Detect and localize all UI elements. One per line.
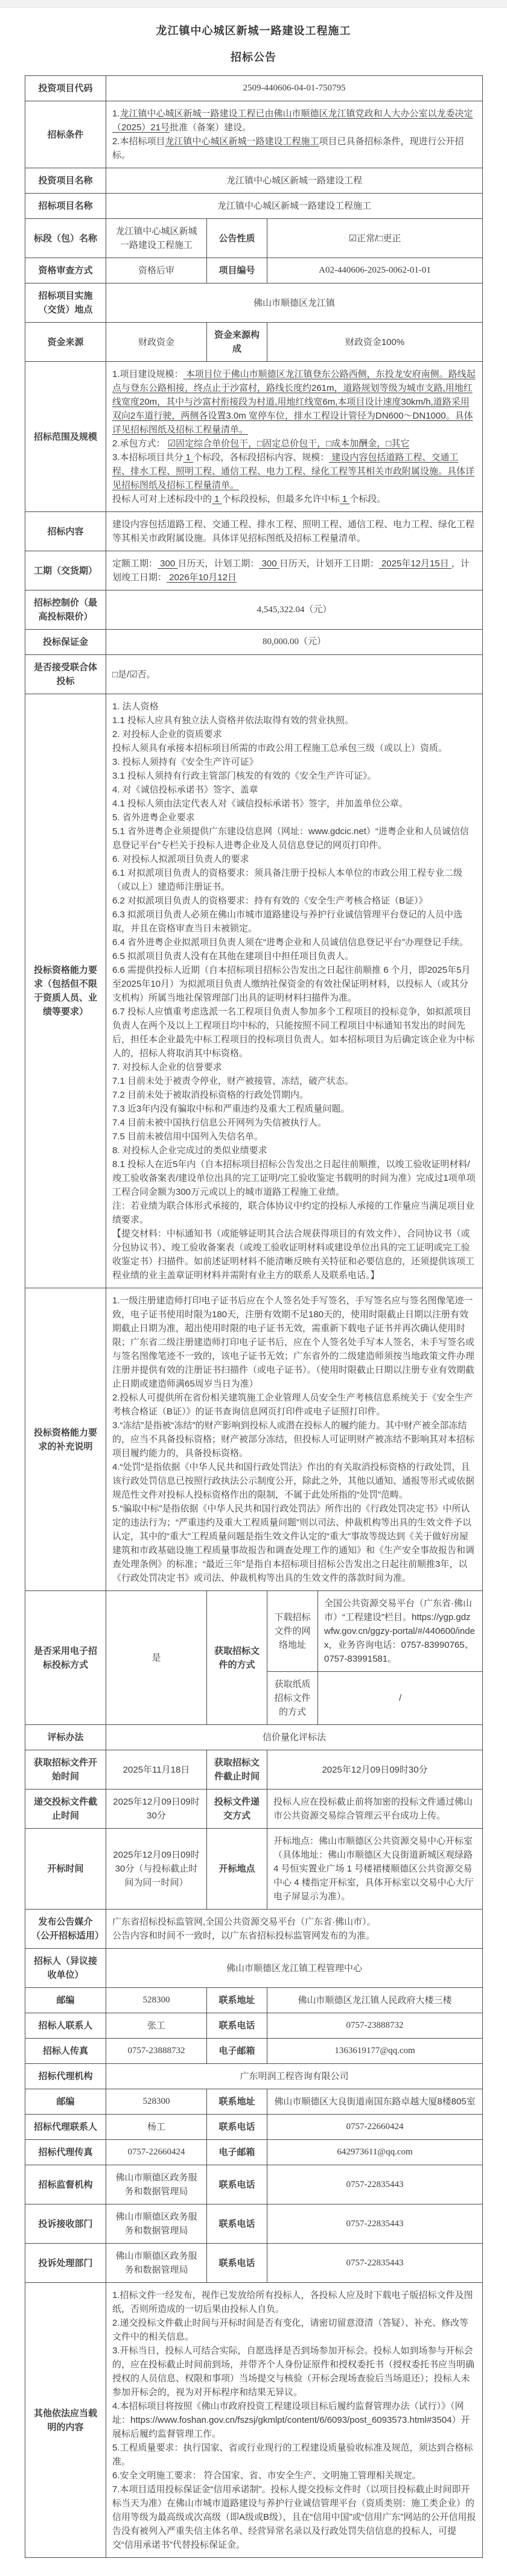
row-delivery-location bbox=[25, 283, 483, 323]
label-complaint-receiving-phone: 联系电话 bbox=[207, 2204, 267, 2244]
label-agency-email: 电子邮箱 bbox=[207, 2140, 267, 2165]
row-agency-postal bbox=[25, 2089, 483, 2115]
row-control-price bbox=[25, 590, 483, 630]
label-evaluation-method: 评标办法 bbox=[25, 1725, 106, 1750]
label-complaint-handling-phone: 联系电话 bbox=[207, 2244, 267, 2283]
value-other-contents: 1.招标文件一经发布，视作已发放给所有投标人，各投标人应及时下载电子版招标文件及图纸，否则所造成的一切后果由投标人自负。 2.递交投标文件截止时间与开标时间是否有变化，请密切留意澄清（答疑）、补充、修改等文件中的相关信息。 3.开标当日，投标人可结合实际，自愿选择是否到场参加开标会。投标人如到场参与开标会的，应在投标截止时间前到场，并带齐个人身份证原件和授权委托书（授权委托书应当明确授权的人员信息、权限和事项）当场提交与核验（开标会现场查验后当场退还）；投标人未参加开标会的，视为对开标程序和结果无异议。 4.本招标项目将按照《佛山市政府投资工程建设项目标后履约监督管理办法（试行）》（网址：https://www.foshan.gov.cn/fszsj/gkmlpt/content/6/6093/post_6093573.html#3504）开展标后履约监督管理工作。 5.工程质量要求：执行国家、省或行业现行的工程建设质量验收标准及规范，须达到合格标准。 6.安全文明施工要求： 符合国家、省、市安全生产、文明施工管理相关规定。 7.本项目适用投标保证金“信用承诺制”。投标人提交投标文件时（以项目投标截止时间即开标当天为准）在佛山市城市道路建设与养护行业诚信管理平台（资质类别：施工类企业）的信用等级为最高级或次高级（即A级或B级），且在“信用中国”或“信用广东”网站的公开信用报告没有被列入严重失信主体名单、经营异常名录以及行政处罚失信信息的投标人，可提交“信用承诺书”代替投标保证金。 bbox=[106, 2283, 483, 2558]
value-bid-opening-time: 2025年12月09日09时30分（与投标截止时间为同一时间） bbox=[106, 1829, 207, 1910]
row-doc-obtain-time bbox=[25, 1750, 483, 1790]
row-tenderer-postal bbox=[25, 1988, 483, 2013]
value-agency-contact: 杨工 bbox=[106, 2115, 207, 2140]
value-complaint-receiving-phone: 0757-22835443 bbox=[267, 2204, 483, 2244]
value-tenderer-address: 佛山市顺德区龙江镇人民政府大楼三楼 bbox=[267, 1988, 483, 2013]
row-qualification-mode bbox=[25, 258, 483, 283]
value-submission-deadline: 2025年12月09日09时30分 bbox=[106, 1790, 207, 1829]
page-title-line1: 龙江镇中心城区新城一路建设工程施工 bbox=[156, 25, 351, 37]
value-fund-composition: 财政资金100% bbox=[267, 323, 483, 362]
row-scope bbox=[25, 362, 483, 512]
label-agency-address: 联系地址 bbox=[207, 2089, 267, 2115]
value-doc-obtain-deadline: 2025年12月09日09时30分 bbox=[267, 1750, 483, 1790]
row-consortium bbox=[25, 655, 483, 694]
value-notice-nature: ☑正常/□更正 bbox=[267, 219, 483, 258]
label-doc-obtain-start: 获取招标文件开始时间 bbox=[25, 1750, 106, 1790]
row-tenderer-fax bbox=[25, 2039, 483, 2064]
label-section-name: 标段（包）名称 bbox=[25, 219, 106, 258]
value-agency-fax: 0757-22660424 bbox=[106, 2140, 207, 2165]
label-tender-content: 招标内容 bbox=[25, 512, 106, 551]
label-agency-fax: 招标代理传真 bbox=[25, 2140, 106, 2165]
label-fund-composition: 资金来源构成 bbox=[207, 323, 267, 362]
label-project-number: 项目编号 bbox=[207, 258, 267, 283]
value-consortium: □是/☑否。 bbox=[106, 655, 483, 694]
value-project-number: A02-440606-2025-0062-01-01 bbox=[267, 258, 483, 283]
row-tender-project-name bbox=[25, 194, 483, 219]
value-tenderer: 佛山市顺德区龙江镇工程管理中心 bbox=[106, 1949, 483, 1988]
row-qualification-supplement bbox=[25, 1288, 483, 1591]
value-doc-obtain-start: 2025年11月18日 bbox=[106, 1750, 207, 1790]
row-tenderer-contact bbox=[25, 2013, 483, 2039]
value-agency-postal: 528300 bbox=[106, 2089, 207, 2115]
label-agency-contact: 招标代理联系人 bbox=[25, 2115, 106, 2140]
label-doc-download-url: 下载招标文件的网络地址 bbox=[267, 1591, 318, 1672]
value-evaluation-method: 信价量化评标法 bbox=[106, 1725, 483, 1750]
value-submission-method: 投标人应在投标截止前将加密的投标文件通过佛山市公共资源交易综合管理云平台成功上传。 bbox=[267, 1790, 483, 1829]
label-doc-obtain-method: 获取招标文件的方式 bbox=[207, 1591, 267, 1725]
value-delivery-location: 佛山市顺德区龙江镇 bbox=[106, 283, 483, 323]
label-tenderer-fax: 招标人传真 bbox=[25, 2039, 106, 2064]
value-tenderer-email: 1363619177@qq.com bbox=[267, 2039, 483, 2064]
label-agency: 招标代理机构 bbox=[25, 2064, 106, 2089]
value-agency-email: 642973611@qq.com bbox=[267, 2140, 483, 2165]
value-agency: 广东明润工程咨询有限公司 bbox=[106, 2064, 483, 2089]
label-project-code: 投资项目代码 bbox=[25, 76, 106, 101]
label-announcement-media: 发布公告媒介（公开招标适用） bbox=[25, 1910, 106, 1949]
row-complaint-handling bbox=[25, 2244, 483, 2283]
row-fund-source bbox=[25, 323, 483, 362]
value-electronic-bidding: 是 bbox=[106, 1591, 207, 1725]
announcement-document bbox=[0, 8, 507, 2576]
label-tenderer-postal: 邮编 bbox=[25, 1988, 106, 2013]
page-title bbox=[25, 8, 482, 75]
label-bid-opening-time: 开标时间 bbox=[25, 1829, 106, 1910]
label-tenderer: 招标人（异议接收单位） bbox=[25, 1949, 106, 1988]
page-top-strip bbox=[0, 0, 507, 8]
value-tender-content: 建设内容包括道路工程、交通工程、排水工程、照明工程、通信工程、电力工程、绿化工程等其相关市政附属设施。具体详见招标图纸及招标工程量清单。 bbox=[106, 512, 483, 551]
row-invest-project-name bbox=[25, 168, 483, 194]
page-title-line2: 招标公告 bbox=[231, 51, 276, 63]
value-section-name: 龙江镇中心城区新城一路建设工程施工 bbox=[106, 219, 207, 258]
value-supervision-phone: 0757-22835443 bbox=[267, 2165, 483, 2204]
label-qualification-requirements: 投标资格能力要求（包括但不限于资质人员、业绩等要求） bbox=[25, 694, 106, 1288]
value-tenderer-fax: 0757-23888732 bbox=[106, 2039, 207, 2064]
value-tenderer-contact: 张工 bbox=[106, 2013, 207, 2039]
value-doc-download-url: 全国公共资源交易平台（广东省·佛山市）“工程建设”栏目。https://ygp.gdzwfw.gov.cn/ggzy-portal/#/440600/index，业务咨询电话：0757-83990765、0757-83991581。 bbox=[318, 1591, 483, 1672]
value-duration: 定额工期： 300 日历天，计划工期： 300 日历天，计划开工日期： 2025年12月15日 ，计划竣工日期： 2026年10月12日 bbox=[106, 551, 483, 590]
value-supervision: 佛山市顺德区政务服务和数据管理局 bbox=[106, 2165, 207, 2204]
value-project-code: 2509-440606-04-01-750795 bbox=[106, 76, 483, 101]
value-qualification-mode: 资格后审 bbox=[106, 258, 207, 283]
tender-announcement-table bbox=[25, 75, 483, 2558]
label-paper-doc-method: 获取纸质招标文件的方式 bbox=[267, 1672, 318, 1725]
label-tender-project-name: 招标项目名称 bbox=[25, 194, 106, 219]
label-qualification-mode: 资格审查方式 bbox=[25, 258, 106, 283]
row-section-name bbox=[25, 219, 483, 258]
label-complaint-handling: 投诉处理部门 bbox=[25, 2244, 106, 2283]
row-tender-content bbox=[25, 512, 483, 551]
label-supervision-phone: 联系电话 bbox=[207, 2165, 267, 2204]
label-fund-source: 资金来源 bbox=[25, 323, 106, 362]
value-tenderer-phone: 0757-23888732 bbox=[267, 2013, 483, 2039]
value-complaint-receiving: 佛山市顺德区政务服务和数据管理局 bbox=[106, 2204, 207, 2244]
label-duration: 工期（交货期） bbox=[25, 551, 106, 590]
row-project-code bbox=[25, 76, 483, 101]
label-submission-deadline: 递交投标文件截止时间 bbox=[25, 1790, 106, 1829]
label-bid-opening-place: 开标地点 bbox=[207, 1829, 267, 1910]
label-tenderer-phone: 联系电话 bbox=[207, 2013, 267, 2039]
label-notice-nature: 公告性质 bbox=[207, 219, 267, 258]
row-agency bbox=[25, 2064, 483, 2089]
value-complaint-handling: 佛山市顺德区政务服务和数据管理局 bbox=[106, 2244, 207, 2283]
value-fund-source: 财政资金 bbox=[106, 323, 207, 362]
label-scope: 招标范围及规模 bbox=[25, 362, 106, 512]
label-tenderer-contact: 招标人联系人 bbox=[25, 2013, 106, 2039]
label-tenderer-address: 联系地址 bbox=[207, 1988, 267, 2013]
value-scope: 1.项目建设规模： 本项目位于佛山市顺德区龙江镇登东公路西侧，东投龙安府南侧。路线起点与登东公路相接，终点止于沙富村，路线长度约261m，道路规划等级为城市支路,用地红线宽度20m，其中与沙富村衔接段为村道,用地红线宽6m,本项目设计速度30km/h,道路采用双向2车道行驶，两侧各设置3.0m 宽停车位，排水工程设计管径为DN600～DN1000。具体详见招标图纸及招标工程量清单。 2.承包方式： ☑固定综合单价包干，□固定总价包干，□成本加酬金，□其它 3.本招标项目共分 1 个标段，各标段招标内容、规模： 建设内容包括道路工程、交通工程、排水工程、照明工程、通信工程、电力工程、绿化工程等其相关市政附属设施。具体详见招标图纸及招标工程量清单。 投标人可对上述标段中的 1 个标段投标，但最多允许中标 1 个标段。 bbox=[106, 362, 483, 512]
label-tenderer-email: 电子邮箱 bbox=[207, 2039, 267, 2064]
row-qualification-requirements bbox=[25, 694, 483, 1288]
row-tender-conditions bbox=[25, 101, 483, 168]
row-complaint-receiving bbox=[25, 2204, 483, 2244]
label-supervision: 招标监督机构 bbox=[25, 2165, 106, 2204]
value-qualification-requirements: 1. 法人资格 1.1 投标人应具有独立法人资格并依法取得有效的营业执照。 2. 对投标人企业的资质要求 投标人须具有承接本招标项目所需的市政公用工程施工总承包三级（或以上）资质。 3. 投标人须持有《安全生产许可证》 3.1 投标人须持有行政主管部门核发的有效的《安全生产许可证》。 4. 对《诚信投标承诺书》签字、盖章 4.1 投标人须由法定代表人对《诚信投标承诺书》签字，并加盖单位公章。 5. 省外进粤企业要求 5.1 省外进粤企业须提供广东建设信息网（网址：www.gdcic.net）“进粤企业和人员诚信信息登记平台”专栏关于投标人进粤企业及人员信息登记的网页打印件。 6. 对投标人拟派项目负责人的要求 6.1 对拟派项目负责人的资格要求：须具备注册于投标人本单位的市政公用工程专业二级（或以上）建造师注册证书。 6.2 对拟派项目负责人的资格要求：持有有效的《安全生产考核合格证（B证）》 6.3 拟派项目负责人必须在佛山市城市道路建设与养护行业诚信管理平台登记的人员中选取，并且在资格审查当日未被锁定。 6.4 省外进粤企业拟派项目负责人须在“进粤企业和人员诚信信息登记平台”办理登记手续。 6.5 拟派项目负责人没有在其他在建项目中担任项目负责人。 6.6 需提供投标人近期（自本招标项目招标公告发出之日起往前顺推 6 个月，即2025年5月至2025年10月）为拟派项目负责人缴纳社保资金的有效社保证明材料，以投标人（或其分支机构）所属当地社保管理部门出具的证明材料扫描件为准。 6.7 投标人应慎重考虑选派一名工程项目负责人参加多个工程项目的投标竞争，如拟派项目负责人在两个及以上工程项目均中标的，只能按照不同工程项目中标通知书发出的时间先后，担任本企业最先中标工程项目的投标项目负责人。如本招标项目为后确定该企业为中标人的，招标人将取消其中标资格。 7. 对投标人企业的信誉要求 7.1 目前未处于被责令停业，财产被接管、冻结，破产状态。 7.2 目前未处于被取消投标资格的行政处罚期内。 7.3 近3年内没有骗取中标和严重违约及重大工程质量问题。 7.4 目前未被中国执行信息公开网列为失信被执行人。 7.5 目前未被信用中国列入失信名单。 8. 对投标人企业完成过的类似业绩要求 8.1 投标人在近5年内（自本招标项目招标公告发出之日起往前顺推，以竣工验收证明材料/竣工验收备案表/建设单位出具的完工证明/完工验收鉴定书载明的时间为准）完成过1项单项工程合同金额为300万元或以上的城市道路工程施工业绩。 注：若业绩为联合体形式承接的，联合体协议中约定的投标人承接的工作量应当满足项目业绩要求。 【提交材料：中标通知书（或能够证明其合法合规获得项目的有效文件）、合同协议书（或分包协议书）、竣工验收备案表（或竣工验收证明材料或建设单位出具的完工证明或完工验收鉴定书）扫描件。如前述证明材料不能清晰反映有关特征和必要信息的，还须提供该项工程业绩的业主盖章证明材料并需附有业主方的联系人及联系电话。】 bbox=[106, 694, 483, 1288]
value-control-price: 4,545,322.04（元） bbox=[106, 590, 483, 630]
row-tenderer bbox=[25, 1949, 483, 1988]
label-qualification-supplement: 投标资格能力要求的补充说明 bbox=[25, 1288, 106, 1591]
row-submission bbox=[25, 1790, 483, 1829]
value-complaint-handling-phone: 0757-22835443 bbox=[267, 2244, 483, 2283]
value-agency-phone: 0757-22660424 bbox=[267, 2115, 483, 2140]
row-electronic-bidding bbox=[25, 1591, 483, 1672]
label-control-price: 招标控制价（最高投标限价） bbox=[25, 590, 106, 630]
label-agency-postal: 邮编 bbox=[25, 2089, 106, 2115]
label-bid-bond: 投标保证金 bbox=[25, 630, 106, 655]
label-complaint-receiving: 投诉接收部门 bbox=[25, 2204, 106, 2244]
value-agency-address: 佛山市顺德区大良街道南国东路卓越大厦8楼805室 bbox=[267, 2089, 483, 2115]
label-consortium: 是否接受联合体投标 bbox=[25, 655, 106, 694]
label-submission-method: 投标文件递交方式 bbox=[207, 1790, 267, 1829]
row-supervision bbox=[25, 2165, 483, 2204]
label-delivery-location: 招标项目实施（交货）地点 bbox=[25, 283, 106, 323]
label-doc-obtain-deadline: 获取招标文件截止时间 bbox=[207, 1750, 267, 1790]
value-paper-doc-method: / bbox=[318, 1672, 483, 1725]
row-announcement-media bbox=[25, 1910, 483, 1949]
row-agency-fax bbox=[25, 2140, 483, 2165]
value-tender-conditions: 1.龙江镇中心城区新城一路建设工程已由佛山市顺德区龙江镇党政和人大办公室以龙委决定（2025）21号批准（备案）建设。 2.本招标项目龙江镇中心城区新城一路建设工程施工项目已具备招标条件，现进行公开招标。 bbox=[106, 101, 483, 168]
value-announcement-media: 广东省招标投标监管网,全国公共资源交易平台（广东省·佛山市）。 公告内容和时间不一致时，以广东省招标投标监管网发布的为准。 bbox=[106, 1910, 483, 1949]
label-other-contents: 其他依法应当载明的内容 bbox=[25, 2283, 106, 2558]
value-tenderer-postal: 528300 bbox=[106, 1988, 207, 2013]
row-duration bbox=[25, 551, 483, 590]
value-invest-project-name: 龙江镇中心城区新城一路建设工程 bbox=[106, 168, 483, 194]
row-bid-bond bbox=[25, 630, 483, 655]
label-electronic-bidding: 是否采用电子招标投标方式 bbox=[25, 1591, 106, 1725]
value-tender-project-name: 龙江镇中心城区新城一路建设工程施工 bbox=[106, 194, 483, 219]
label-invest-project-name: 投资项目名称 bbox=[25, 168, 106, 194]
value-bid-opening-place: 开标地点：佛山市顺德区公共资源交易中心开标室（具体地址：佛山市顺德区大良街道新城区观绿路 4 号恒实置业广场 1 号楼裙楼顺德区公共资源交易中心 4 楼指定开标室，具体开标室以交易中心大厅电子屏显示为准）。 bbox=[267, 1829, 483, 1910]
value-bid-bond: 80,000.00（元） bbox=[106, 630, 483, 655]
row-bid-opening bbox=[25, 1829, 483, 1910]
value-qualification-supplement: 1.一级注册建造师打印电子证书后应在个人签名处手写签名，手写签名应与签名图像笔迹一致，电子证书使用时限为180天，注册有效期不足180天的，使用时限截止日期以注册有效期截止日期为准，超出使用时限的电子证书无效，需重新下载电子证书并再次确认使用时限；广东省二级注册建造师打印电子证书后，应在个人签名处手写本人签名，未手写签名或与签名图像笔迹不一致的，该电子证书无效；广东省外的二级建造师须按当地政策文件办理注册并提供有效的注册证书扫描件（或电子证书）。（使用时限截止日期以注册专业有效期截止日期或建造师满65周岁当日为准） 2.投标人可提供所在省份相关建筑施工企业管理人员安全生产考核信息系统关于《安全生产考核合格证（B证）》的证书查询信息网页打印件或电子证照打印件。 3.“冻结”是指被“冻结”的财产影响到投标人或潜在投标人的履约能力。其中财产被全部冻结的，应当不具备投标资格；财产被部分冻结，但投标人可证明财产被冻结不影响其对本招标项目履约能力的，具备投标资格。 4.“处罚”是指依据《中华人民共和国行政处罚法》作出的有关取消投标资格的行政处罚，且该行政处罚信息已按照行政执法公示制度公开，除此之外，其他以通知、通报等形式或依据规范性文件对投标人投标资格作出的限制，不属于此处所指的“处罚”范畴。 5.“骗取中标”是指依据《中华人民共和国行政处罚法》所作出的《行政处罚决定书》中所认定的违法行为；“严重违约及重大工程质量问题”则以司法、仲裁机构等出具的生效文件予以认定，其中的“重大”工程质量问题是指生效文件认定的“重大”事故等级达到《关于做好房屋建筑和市政基础设施工程质量事故报告和调查处理工作的通知》和《生产安全事故报告和调查处理条例》的标准；“最近三年”是指自本招标项目招标公告发出之日起往前顺推3年，以《行政处罚决定书》或司法、仲裁机构等出具的生效文件的落款时间为准。 bbox=[106, 1288, 483, 1591]
label-tender-conditions: 招标条件 bbox=[25, 101, 106, 168]
row-other-contents bbox=[25, 2283, 483, 2558]
row-evaluation-method bbox=[25, 1725, 483, 1750]
row-agency-contact bbox=[25, 2115, 483, 2140]
label-agency-phone: 联系电话 bbox=[207, 2115, 267, 2140]
